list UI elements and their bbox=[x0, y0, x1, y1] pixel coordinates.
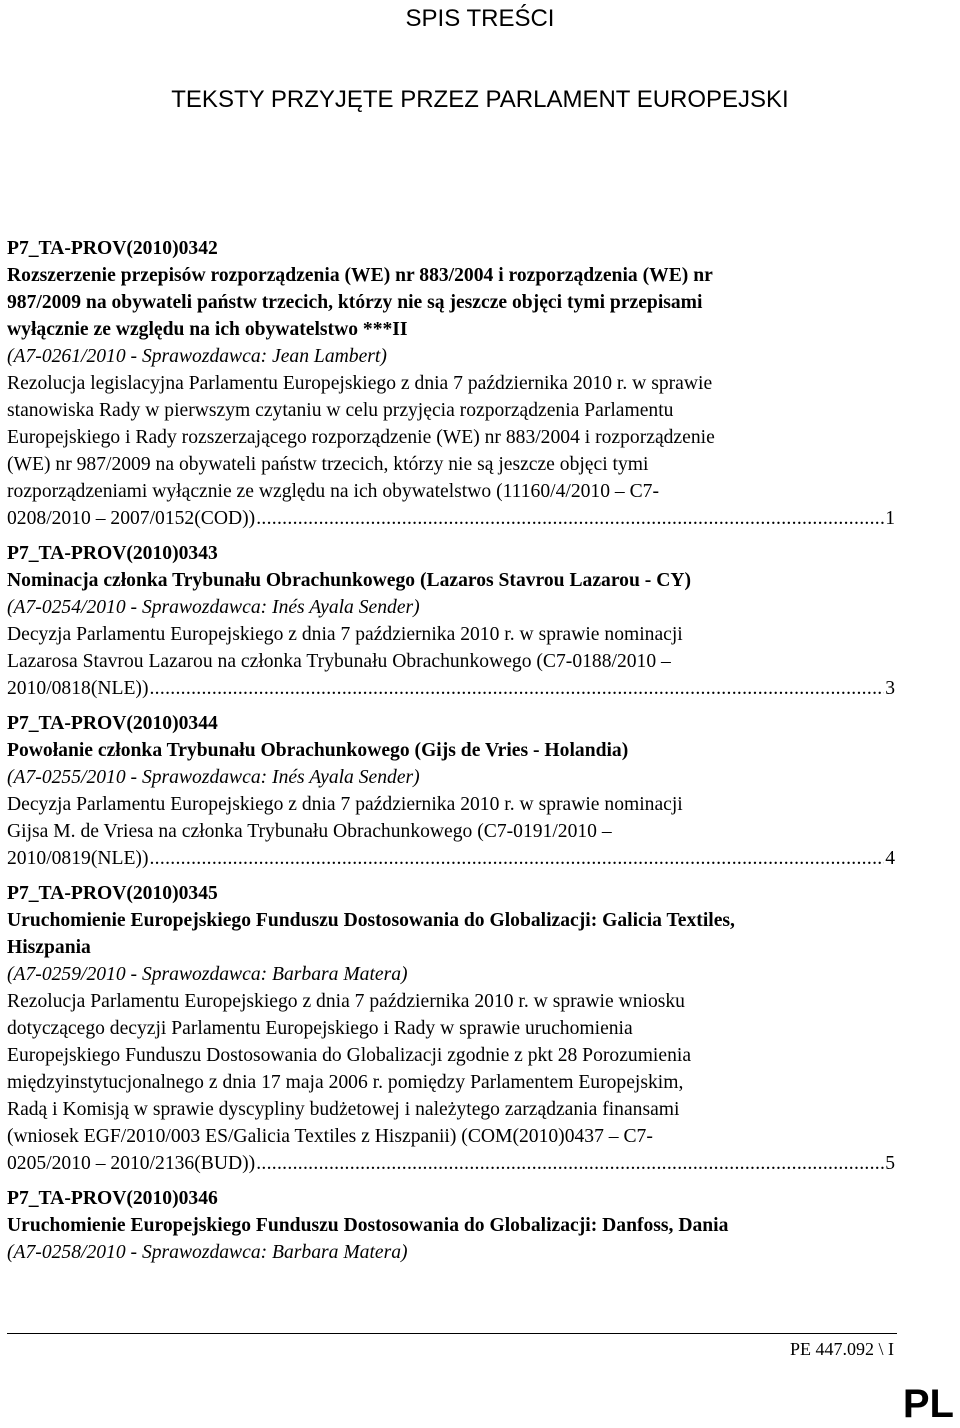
entry-rapporteur: (A7-0261/2010 - Sprawozdawca: Jean Lambert) bbox=[7, 346, 387, 367]
dot-leader bbox=[256, 505, 884, 532]
entry-description-line: Decyzja Parlamentu Europejskiego z dnia 7 października 2010 r. w sprawie nominacji bbox=[7, 794, 683, 815]
entry-description-line: Radą i Komisją w sprawie dyscypliny budżetowej i należytego zarządzania finansami bbox=[7, 1099, 680, 1120]
entry-description-line: 2010/0818(NLE)) bbox=[7, 678, 149, 699]
toc-leader-line[interactable] bbox=[7, 1150, 895, 1177]
entry-title-line: wyłącznie ze względu na ich obywatelstwo ***II bbox=[7, 319, 408, 340]
entry-id: P7_TA-PROV(2010)0344 bbox=[7, 713, 218, 734]
page-number[interactable]: 3 bbox=[885, 678, 895, 699]
toc-leader-line[interactable] bbox=[7, 845, 895, 872]
entry-rapporteur: (A7-0258/2010 - Sprawozdawca: Barbara Matera) bbox=[7, 1242, 408, 1263]
entry-rapporteur: (A7-0254/2010 - Sprawozdawca: Inés Ayala Sender) bbox=[7, 597, 420, 618]
entry-description-line: 0205/2010 – 2010/2136(BUD)) bbox=[7, 1153, 256, 1174]
entry-description-line: Gijsa M. de Vriesa na członka Trybunału Obrachunkowego (C7-0191/2010 – bbox=[7, 821, 612, 842]
document-reference: PE 447.092 \ I bbox=[789, 1339, 894, 1359]
entry-id: P7_TA-PROV(2010)0346 bbox=[7, 1188, 218, 1209]
toc-entry bbox=[7, 235, 895, 532]
entry-description-line: Decyzja Parlamentu Europejskiego z dnia 7 października 2010 r. w sprawie nominacji bbox=[7, 624, 683, 645]
dot-leader bbox=[256, 1150, 884, 1177]
entry-description-line: Europejskiego i Rady rozszerzającego rozporządzenie (WE) nr 883/2004 i rozporządzenie bbox=[7, 427, 715, 448]
footer-divider bbox=[7, 1333, 897, 1334]
entry-description-line: stanowiska Rady w pierwszym czytaniu w celu przyjęcia rozporządzenia Parlamentu bbox=[7, 400, 674, 421]
page-subtitle: TEKSTY PRZYJĘTE PRZEZ PARLAMENT EUROPEJSKI bbox=[171, 86, 789, 113]
toc-entry bbox=[7, 880, 895, 1177]
entry-title-line: Uruchomienie Europejskiego Funduszu Dostosowania do Globalizacji: Danfoss, Dania bbox=[7, 1215, 729, 1236]
page-number[interactable]: 1 bbox=[885, 508, 895, 529]
entry-description-line: (wniosek EGF/2010/003 ES/Galicia Textiles z Hiszpanii) (COM(2010)0437 – C7- bbox=[7, 1126, 653, 1147]
entry-title-line: Hiszpania bbox=[7, 937, 91, 958]
toc-leader-line[interactable] bbox=[7, 505, 895, 532]
toc-entry bbox=[7, 540, 895, 702]
page-number[interactable]: 4 bbox=[885, 848, 895, 869]
entry-id: P7_TA-PROV(2010)0342 bbox=[7, 238, 218, 259]
entry-title-line: Nominacja członka Trybunału Obrachunkowego (Lazaros Stavrou Lazarou - CY) bbox=[7, 570, 692, 591]
entry-description-line: Europejskiego Funduszu Dostosowania do Globalizacji zgodnie z pkt 28 Porozumienia bbox=[7, 1045, 692, 1066]
entry-description-line: dotyczącego decyzji Parlamentu Europejskiego i Rady w sprawie uruchomienia bbox=[7, 1018, 633, 1039]
entry-id: P7_TA-PROV(2010)0343 bbox=[7, 543, 218, 564]
entry-id: P7_TA-PROV(2010)0345 bbox=[7, 883, 218, 904]
entry-description-line: Rezolucja Parlamentu Europejskiego z dnia 7 października 2010 r. w sprawie wniosku bbox=[7, 991, 685, 1012]
entry-title-line: Powołanie członka Trybunału Obrachunkowego (Gijs de Vries - Holandia) bbox=[7, 740, 629, 761]
dot-leader bbox=[149, 675, 884, 702]
entry-title-line: Uruchomienie Europejskiego Funduszu Dostosowania do Globalizacji: Galicia Textiles, bbox=[7, 910, 735, 931]
entry-rapporteur: (A7-0259/2010 - Sprawozdawca: Barbara Matera) bbox=[7, 964, 408, 985]
entry-rapporteur: (A7-0255/2010 - Sprawozdawca: Inés Ayala Sender) bbox=[7, 767, 420, 788]
toc-entries bbox=[7, 235, 895, 1274]
entry-description-line: (WE) nr 987/2009 na obywateli państw trzecich, którzy nie są jeszcze objęci tymi bbox=[7, 454, 649, 475]
toc-entry bbox=[7, 1185, 895, 1266]
language-code: PL bbox=[902, 1382, 954, 1426]
entry-title-line: 987/2009 na obywateli państw trzecich, którzy nie są jeszcze objęci tymi przepisami bbox=[7, 292, 703, 313]
entry-description-line: międzyinstytucjonalnego z dnia 17 maja 2006 r. pomiędzy Parlamentem Europejskim, bbox=[7, 1072, 684, 1093]
entry-description-line: 2010/0819(NLE)) bbox=[7, 848, 149, 869]
toc-leader-line[interactable] bbox=[7, 675, 895, 702]
page-title: SPIS TREŚCI bbox=[405, 5, 555, 32]
entry-description-line: 0208/2010 – 2007/0152(COD)) bbox=[7, 508, 256, 529]
page-number[interactable]: 5 bbox=[885, 1153, 895, 1174]
dot-leader bbox=[149, 845, 884, 872]
entry-title-line: Rozszerzenie przepisów rozporządzenia (WE) nr 883/2004 i rozporządzenia (WE) nr bbox=[7, 265, 713, 286]
entry-description-line: rozporządzeniami wyłącznie ze względu na ich obywatelstwo (11160/4/2010 – C7- bbox=[7, 481, 659, 502]
entry-description-line: Lazarosa Stavrou Lazarou na członka Trybunału Obrachunkowego (C7-0188/2010 – bbox=[7, 651, 671, 672]
entry-description-line: Rezolucja legislacyjna Parlamentu Europejskiego z dnia 7 października 2010 r. w sprawie bbox=[7, 373, 713, 394]
toc-entry bbox=[7, 710, 895, 872]
